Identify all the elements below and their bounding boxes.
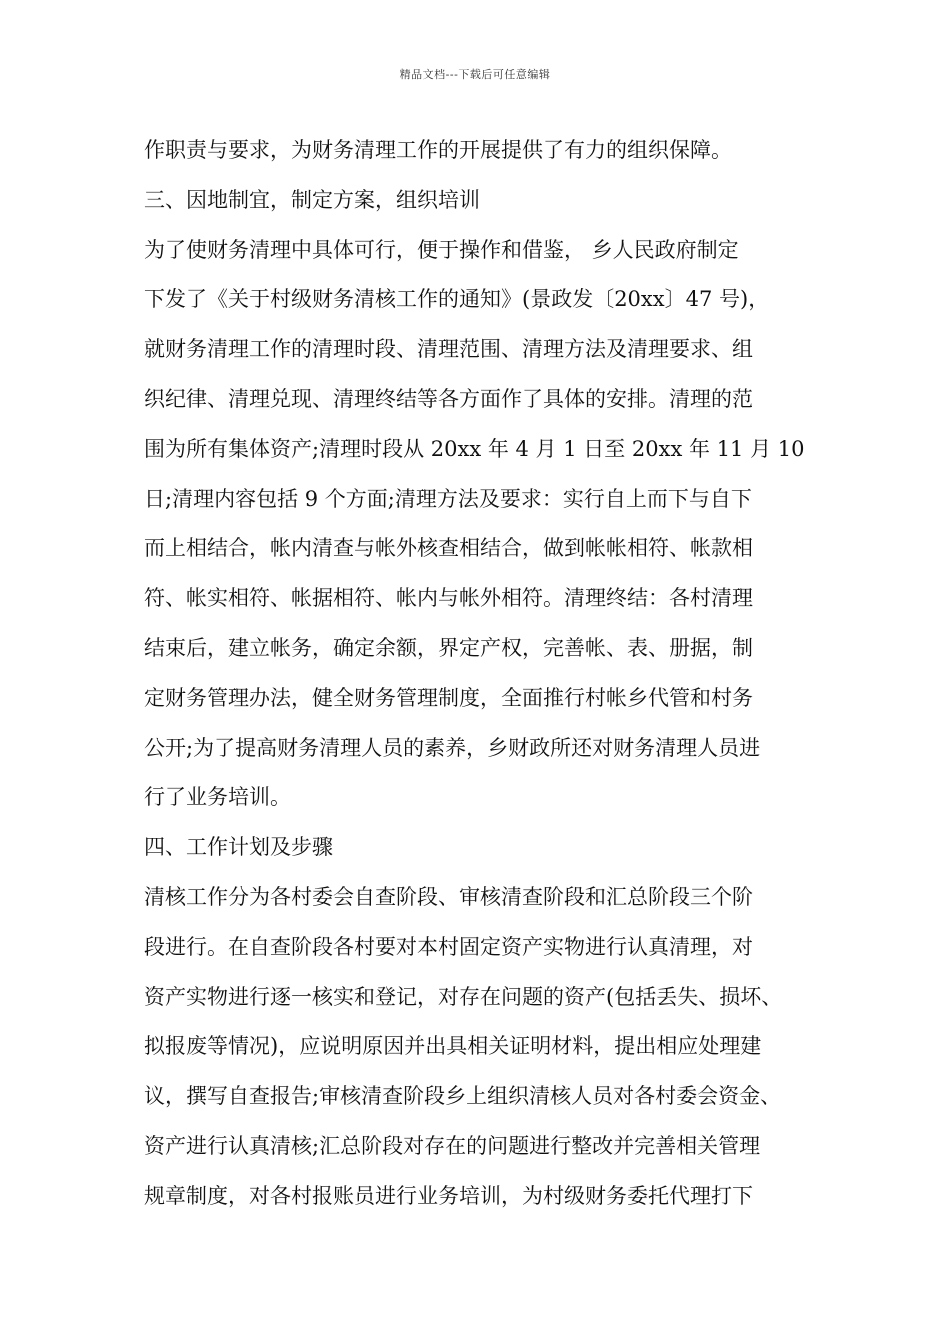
text-line: 就财务清理工作的清理时段、清理范围、清理方法及清理要求、组	[144, 337, 753, 362]
text-line: 结束后，建立帐务，确定余额，界定产权，完善帐、表、册据，制	[144, 635, 753, 660]
text-line: 拟报废等情况)，应说明原因并出具相关证明材料，提出相应处理建	[144, 1034, 762, 1059]
section-heading: 四、工作计划及步骤	[144, 835, 333, 860]
page-header: 精品文档---下载后可任意编辑	[399, 68, 551, 81]
text-line: 段进行。在自查阶段各村要对本村固定资产实物进行认真清理，对	[144, 934, 753, 959]
section-heading: 三、因地制宜，制定方案，组织培训	[144, 187, 480, 212]
text-line: 日;清理内容包括 9 个方面;清理方法及要求：实行自上而下与自下	[144, 486, 752, 511]
text-line: 而上相结合，帐内清查与帐外核查相结合，做到帐帐相符、帐款相	[144, 536, 753, 561]
text-line: 资产进行认真清核;汇总阶段对存在的问题进行整改并完善相关管理	[144, 1133, 761, 1158]
text-line: 行了业务培训。	[144, 785, 291, 810]
text-line: 规章制度，对各村报账员进行业务培训，为村级财务委托代理打下	[144, 1183, 753, 1208]
text-line: 作职责与要求，为财务清理工作的开展提供了有力的组织保障。	[144, 138, 732, 162]
text-line: 清核工作分为各村委会自查阶段、审核清查阶段和汇总阶段三个阶	[144, 884, 753, 909]
text-line: 下发了《关于村级财务清核工作的通知》(景政发〔20xx〕47 号)，	[144, 287, 770, 312]
text-line: 围为所有集体资产;清理时段从 20xx 年 4 月 1 日至 20xx 年 11 月 10	[144, 436, 805, 461]
document-body	[144, 126, 824, 1222]
text-line: 公开;为了提高财务清理人员的素养，乡财政所还对财务清理人员进	[144, 735, 761, 760]
text-line: 议，撰写自查报告;审核清查阶段乡上组织清核人员对各村委会资金、	[144, 1084, 782, 1109]
text-line: 织纪律、清理兑现、清理终结等各方面作了具体的安排。清理的范	[144, 386, 753, 411]
text-line: 定财务管理办法，健全财务管理制度，全面推行村帐乡代管和村务	[144, 685, 753, 710]
text-line: 符、帐实相符、帐据相符、帐内与帐外相符。清理终结：各村清理	[144, 586, 753, 611]
text-line: 为了使财务清理中具体可行，便于操作和借鉴， 乡人民政府制定	[144, 237, 739, 262]
text-line: 资产实物进行逐一核实和登记，对存在问题的资产(包括丢失、损坏、	[144, 984, 783, 1009]
